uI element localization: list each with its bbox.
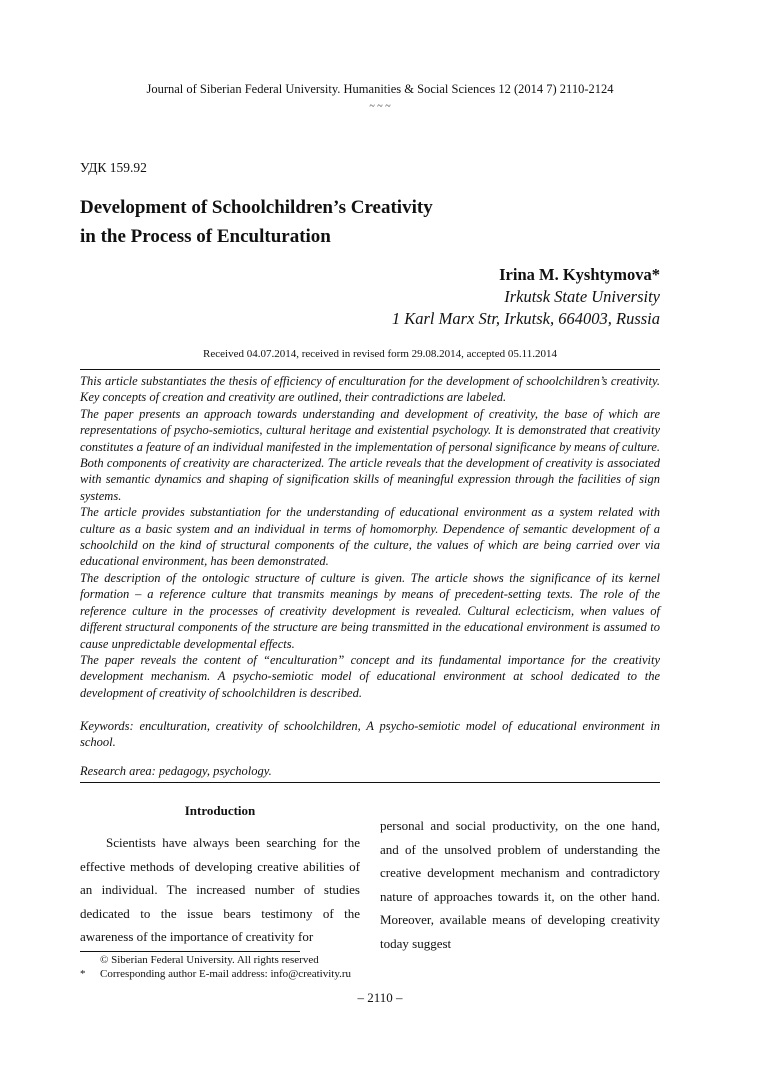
- footnote-asterisk: *: [80, 968, 86, 980]
- body-column-right: [380, 814, 660, 955]
- article-title: [80, 193, 433, 251]
- body-paragraph: personal and social productivity, on the one hand, and of the unsolved problem of understanding the creative development mechanism and contradictory nature of approaches towards it, on the other hand. Moreover, available means of developing creativity today suggest: [380, 818, 660, 951]
- abstract-paragraph: The article provides substantiation for the understanding of educational environment as a system related with culture as a basic system and an individual in terms of homomorphy. Dependence of semantic development of a schoolchild on the kind of structural components of the culture, the values of which are being carried over via educational environment, has been demonstrated.: [80, 505, 660, 569]
- footnote-copyright: [80, 953, 480, 967]
- research-area: Research area: pedagogy, psychology.: [80, 764, 272, 778]
- header-separator: ~ ~ ~: [369, 101, 391, 112]
- body-column-left: [80, 831, 360, 949]
- author-address: 1 Karl Marx Str, Irkutsk, 664003, Russia: [391, 309, 660, 328]
- abstract-top-rule: [80, 369, 660, 370]
- udk-code: УДК 159.92: [80, 160, 147, 175]
- footnote-rule: [80, 951, 300, 952]
- section-heading-introduction: Introduction: [184, 803, 256, 818]
- abstract: [80, 373, 660, 701]
- received-dates: Received 04.07.2014, received in revised form 29.08.2014, accepted 05.11.2014: [203, 348, 557, 360]
- footnote-corresponding-text: Corresponding author E-mail address: info@creativity.ru: [100, 968, 352, 980]
- page-number: – 2110 –: [357, 990, 403, 1005]
- article-title-line-1: Development of Schoolchildren’s Creativity: [80, 197, 433, 218]
- article-title-line-2: in the Process of Enculturation: [80, 226, 331, 247]
- author-block: [392, 264, 660, 330]
- body-paragraph: Scientists have always been searching for the effective methods of developing creative abilities of an individual. The increased number of studies dedicated to the issue bears testimony of the awareness of the importance of creativity for: [80, 835, 360, 944]
- abstract-paragraph: The paper reveals the content of “enculturation” concept and its fundamental importance for the creativity development mechanism. A psycho-semiotic model of educational environment at school dedicated to the development of creativity of schoolchildren is described.: [80, 652, 660, 700]
- keywords: Keywords: enculturation, creativity of schoolchildren, A psycho-semiotic model of educational environment in school.: [80, 719, 660, 750]
- abstract-bottom-rule: [80, 782, 660, 783]
- author-name: Irina M. Kyshtymova*: [499, 265, 660, 284]
- author-affiliation: Irkutsk State University: [504, 287, 660, 306]
- abstract-paragraph: This article substantiates the thesis of efficiency of enculturation for the development of schoolchildren’s creativity. Key concepts of creation and creativity are outlined, their contradictions are labeled.: [80, 374, 660, 405]
- abstract-paragraph: The paper presents an approach towards understanding and development of creativity, the base of which are representations of psycho-semiotics, cultural heritage and existential psychology. It is demonstrated that creativity constitutes a feature of an individual manifested in the implementation of personal significance by means of culture. Both components of creativity are characterized. The article reveals that the development of creativity is associated with semantic dynamics and shaping of signification skills of meaningful expression through the facilities of sign systems.: [80, 406, 660, 503]
- footnote-copyright-text: © Siberian Federal University. All rights reserved: [100, 954, 319, 966]
- footnote-corresponding: [80, 967, 480, 981]
- abstract-paragraph: The description of the ontologic structure of culture is given. The article shows the significance of its kernel formation – a reference culture that transmits meanings by means of precedent-setting texts. The role of the reference culture in the processes of creativity development is revealed. Cultural eclecticism, when values of different structural components of the structure are being transmitted in the educational environment is assumed to cause unpredictable developmental effects.: [80, 570, 660, 651]
- journal-header: Journal of Siberian Federal University. Humanities & Social Sciences 12 (2014 7) 2110-2124: [146, 82, 614, 96]
